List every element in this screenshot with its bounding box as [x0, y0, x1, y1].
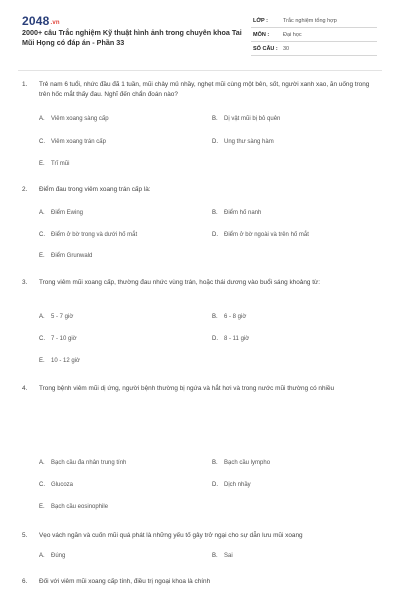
question-number: 2. — [22, 186, 28, 193]
question-text-row — [22, 531, 382, 541]
question-text: Trong viêm mũi xoang cấp, thường đau nhức vùng trán, hoặc thái dương vào buổi sáng khoảng từ: — [39, 279, 321, 286]
option-text: 5 - 7 giờ — [51, 314, 74, 320]
option-text: Glucoza — [51, 482, 74, 488]
header — [0, 0, 400, 66]
option-letter: D. — [212, 232, 218, 238]
option-c[interactable] — [39, 232, 137, 238]
option-a[interactable] — [39, 460, 126, 466]
option-letter: E. — [39, 253, 45, 259]
question-text: Điểm đau trong viêm xoang trán cấp là: — [39, 186, 151, 193]
option-letter: D. — [212, 139, 218, 145]
logo-tld: .vn — [50, 20, 60, 26]
question-number: 1. — [22, 81, 28, 88]
option-text: 8 - 11 giờ — [224, 336, 250, 342]
meta-mon-value: Đại học — [283, 32, 302, 38]
option-letter: D. — [212, 482, 218, 488]
question-number: 5. — [22, 532, 28, 539]
option-b[interactable] — [212, 460, 270, 466]
option-e[interactable] — [39, 253, 92, 259]
option-c[interactable] — [39, 482, 73, 488]
option-b[interactable] — [212, 553, 233, 559]
option-letter: C. — [39, 482, 45, 488]
meta-info — [251, 16, 377, 58]
option-d[interactable] — [212, 336, 249, 342]
question-text-row — [22, 278, 382, 288]
question-4 — [22, 384, 382, 510]
meta-row-mon — [251, 30, 377, 42]
option-text: Điểm ở bờ ngoài và trên hố mắt — [224, 232, 309, 238]
option-b[interactable] — [212, 210, 261, 216]
option-letter: D. — [212, 336, 218, 342]
option-text: Điểm ở bờ trong và dưới hố mắt — [51, 232, 138, 238]
option-letter: A. — [39, 210, 45, 216]
option-text: Bạch cầu lympho — [224, 460, 271, 466]
question-text-row — [22, 185, 382, 195]
option-text: Ung thư sàng hàm — [224, 139, 274, 145]
option-a[interactable] — [39, 116, 109, 122]
option-letter: C. — [39, 232, 45, 238]
option-letter: E. — [39, 161, 45, 167]
option-text: Dị vật mũi bị bỏ quên — [224, 116, 281, 122]
option-b[interactable] — [212, 116, 280, 122]
logo-text: 2048 — [22, 14, 50, 28]
option-d[interactable] — [212, 139, 274, 145]
option-letter: A. — [39, 314, 45, 320]
option-text: Bạch cầu đa nhân trung tính — [51, 460, 127, 466]
header-divider — [18, 70, 382, 71]
option-letter: B. — [212, 314, 218, 320]
option-c[interactable] — [39, 139, 106, 145]
option-letter: A. — [39, 116, 45, 122]
meta-row-socau — [251, 44, 377, 56]
question-1 — [22, 80, 382, 167]
question-text-row — [22, 384, 382, 394]
option-text: Viêm xoang trán cấp — [51, 139, 106, 145]
option-text: Điểm Grunwald — [51, 253, 93, 259]
question-text: Trong bệnh viêm mũi dị ứng, người bệnh thường bị ngứa và hắt hơi và trong nước mũi thường có nhiều — [39, 385, 335, 392]
option-text: 6 - 8 giờ — [224, 314, 247, 320]
question-text: Trẻ nam 6 tuổi, nhức đầu đã 1 tuần, mũi chảy mủ nhầy, nghẹt mũi cùng một bên, sốt, người xanh xao, ăn uống trong trên hốc mắt thấy đau. Nghĩ đến chẩn đoán nào? — [39, 81, 370, 98]
option-text: Dịch nhầy — [224, 482, 251, 488]
option-d[interactable] — [212, 482, 251, 488]
question-6 — [22, 577, 382, 587]
question-text: Vẹo vách ngăn và cuốn mũi quá phát là những yếu tố gây trở ngại cho sự dẫn lưu mũi xoang — [39, 532, 303, 539]
option-letter: A. — [39, 553, 45, 559]
option-b[interactable] — [212, 314, 246, 320]
question-text: Đối với viêm mũi xoang cấp tính, điều trị ngoại khoa là chính — [39, 578, 211, 585]
option-a[interactable] — [39, 210, 83, 216]
option-letter: E. — [39, 504, 45, 510]
meta-socau-value: 30 — [283, 46, 290, 52]
meta-lop-value: Trắc nghiệm tổng hợp — [283, 18, 337, 24]
question-5 — [22, 531, 382, 559]
option-d[interactable] — [212, 232, 309, 238]
option-text: Sai — [224, 553, 233, 559]
option-text: Trĩ mũi — [51, 161, 70, 167]
site-logo[interactable] — [22, 14, 60, 28]
question-text-row — [22, 577, 382, 587]
option-e[interactable] — [39, 161, 69, 167]
option-letter: E. — [39, 358, 45, 364]
option-text: 10 - 12 giờ — [51, 358, 80, 364]
question-number: 6. — [22, 578, 28, 585]
option-letter: A. — [39, 460, 45, 466]
option-a[interactable] — [39, 314, 73, 320]
question-text-row — [22, 80, 382, 100]
question-3 — [22, 278, 382, 364]
option-letter: C. — [39, 336, 45, 342]
option-text: 7 - 10 giờ — [51, 336, 77, 342]
meta-mon-label: MÔN : — [253, 32, 270, 38]
page-title: 2000+ câu Trắc nghiệm Kỹ thuật hình ảnh trong chuyên khoa Tai Mũi Họng có đáp án - Phần 33 — [22, 28, 242, 47]
meta-lop-label: LỚP : — [253, 18, 268, 24]
option-letter: B. — [212, 460, 218, 466]
option-text: Điểm Ewing — [51, 210, 84, 216]
option-letter: B. — [212, 210, 218, 216]
meta-row-lop — [251, 16, 377, 28]
option-a[interactable] — [39, 553, 65, 559]
option-letter: C. — [39, 139, 45, 145]
question-number: 3. — [22, 279, 28, 286]
option-letter: B. — [212, 553, 218, 559]
question-number: 4. — [22, 385, 28, 392]
option-text: Viêm xoang sàng cấp — [51, 116, 109, 122]
option-text: Bạch cầu eosinophile — [51, 504, 109, 510]
option-letter: B. — [212, 116, 218, 122]
option-e[interactable] — [39, 358, 80, 364]
option-text: Điểm hố nanh — [224, 210, 262, 216]
meta-socau-label: SỐ CÂU : — [253, 46, 278, 52]
option-e[interactable] — [39, 504, 108, 510]
option-c[interactable] — [39, 336, 77, 342]
option-text: Đúng — [51, 553, 66, 559]
question-2 — [22, 185, 382, 259]
